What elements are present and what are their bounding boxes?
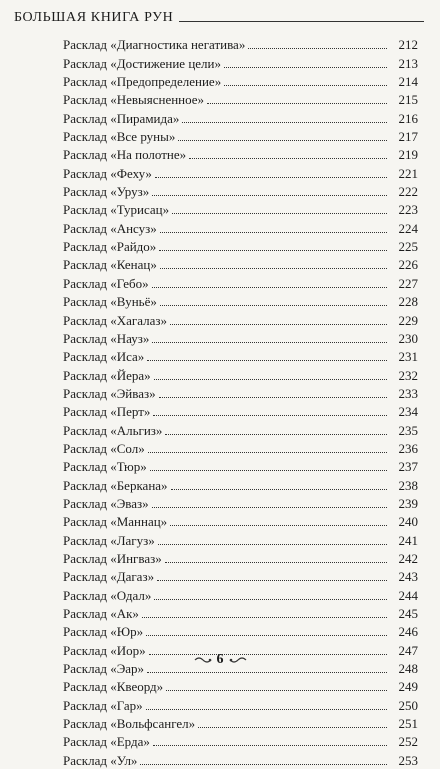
running-header xyxy=(14,6,424,28)
toc-entry-title: Расклад «Ак» xyxy=(63,606,139,621)
toc-entry xyxy=(63,457,418,475)
toc-entry xyxy=(63,310,418,328)
toc-entry xyxy=(63,163,418,181)
toc-entry-title: Расклад «Предопределение» xyxy=(63,74,222,90)
toc-entry xyxy=(63,218,418,236)
toc-entry-title: Расклад «Эар» xyxy=(63,661,145,677)
toc-entry xyxy=(63,273,418,291)
toc-entry-page: 240 xyxy=(398,514,418,530)
toc-entry xyxy=(63,347,418,365)
toc-entry-page: 239 xyxy=(398,495,418,511)
toc-entry xyxy=(63,530,418,548)
toc-entry-title: Расклад «На полотне» xyxy=(63,147,187,163)
toc-entry-title: Расклад «Ингваз» xyxy=(63,550,162,566)
dot-leader xyxy=(189,158,387,159)
dot-leader xyxy=(159,250,387,251)
toc-entry xyxy=(63,439,418,457)
page-number: 6 xyxy=(216,652,224,667)
dot-leader xyxy=(153,415,387,416)
toc-entry-title: Расклад «Юр» xyxy=(63,624,144,640)
dot-leader xyxy=(152,287,387,288)
toc-entry-page: 227 xyxy=(398,275,418,291)
toc-entry xyxy=(63,108,418,126)
dot-leader xyxy=(154,379,387,380)
toc-entry-title: Расклад «Уруз» xyxy=(63,184,150,200)
toc-entry-page: 229 xyxy=(398,312,418,328)
toc-entry-title: Расклад «Эваз» xyxy=(63,495,149,511)
dot-leader xyxy=(224,67,387,68)
toc-entry-page: 248 xyxy=(398,661,418,677)
toc-entry xyxy=(63,567,418,585)
dot-leader xyxy=(171,489,387,490)
toc-entry xyxy=(63,420,418,438)
toc-entry-title: Расклад «Невыясненное» xyxy=(63,92,205,108)
toc-entry-page: 253 xyxy=(398,752,418,768)
toc-entry-title: Расклад «Иор» xyxy=(63,642,146,658)
toc-entry-title: Расклад «Лагуз» xyxy=(63,532,155,548)
dot-leader xyxy=(157,580,387,581)
toc-entry-page: 217 xyxy=(398,129,418,145)
toc-entry-page: 228 xyxy=(398,294,418,310)
toc-entry xyxy=(63,732,418,750)
toc-entry xyxy=(63,475,418,493)
toc-entry-page: 247 xyxy=(398,642,418,658)
toc-entry-title: Расклад «Сол» xyxy=(63,440,145,456)
toc-entry-title: Расклад «Диагностика негатива» xyxy=(63,37,246,53)
dot-leader xyxy=(198,727,387,728)
header-rule xyxy=(179,21,424,22)
toc-entry-title: Расклад «Турисац» xyxy=(63,202,170,218)
toc-entry-page: 233 xyxy=(398,385,418,401)
dot-leader xyxy=(207,103,387,104)
toc-entry-page: 212 xyxy=(398,37,418,53)
toc-entry-title: Расклад «Ул» xyxy=(63,752,138,768)
toc-entry xyxy=(63,384,418,402)
toc-entry-page: 231 xyxy=(398,349,418,365)
toc-entry-title: Расклад «Тюр» xyxy=(63,459,147,475)
toc-entry-title: Расклад «Ансуз» xyxy=(63,220,157,236)
toc-entry xyxy=(63,714,418,732)
toc-entry-page: 250 xyxy=(398,697,418,713)
toc-entry-page: 246 xyxy=(398,624,418,640)
toc-entry-page: 234 xyxy=(398,404,418,420)
dot-leader xyxy=(142,617,387,618)
toc-entry xyxy=(63,622,418,640)
toc-entry-page: 223 xyxy=(398,202,418,218)
toc-entry-page: 249 xyxy=(398,679,418,695)
dot-leader xyxy=(182,122,387,123)
dot-leader xyxy=(159,397,387,398)
toc-entry xyxy=(63,585,418,603)
toc-entry-title: Расклад «Пирамида» xyxy=(63,110,180,126)
toc-entry-page: 232 xyxy=(398,367,418,383)
dot-leader xyxy=(146,709,387,710)
toc-entry-title: Расклад «Райдо» xyxy=(63,239,157,255)
dot-leader xyxy=(160,268,387,269)
toc-entry-page: 243 xyxy=(398,569,418,585)
toc-entry-page: 251 xyxy=(398,716,418,732)
toc-entry-page: 215 xyxy=(398,92,418,108)
toc-entry-title: Расклад «Иса» xyxy=(63,349,145,365)
toc-entry-page: 237 xyxy=(398,459,418,475)
toc-entry xyxy=(63,53,418,71)
toc-entry-page: 244 xyxy=(398,587,418,603)
dot-leader xyxy=(152,195,387,196)
toc-entry xyxy=(63,494,418,512)
dot-leader xyxy=(160,232,387,233)
toc-entry-title: Расклад «Кенац» xyxy=(63,257,157,273)
toc-entry xyxy=(63,549,418,567)
toc-entry-page: 216 xyxy=(398,110,418,126)
toc-entry-page: 221 xyxy=(398,165,418,181)
toc-entry-page: 219 xyxy=(398,147,418,163)
toc-entry-title: Расклад «Дагаз» xyxy=(63,569,155,585)
dot-leader xyxy=(155,177,387,178)
toc-entry xyxy=(63,677,418,695)
toc-entry xyxy=(63,750,418,768)
toc-entry xyxy=(63,329,418,347)
toc-entry-page: 245 xyxy=(398,606,418,621)
toc-entry-title: Расклад «Гар» xyxy=(63,697,143,713)
dot-leader xyxy=(147,360,387,361)
dot-leader xyxy=(152,507,387,508)
toc-entry-page: 252 xyxy=(398,734,418,750)
dot-leader xyxy=(153,745,387,746)
toc-entry xyxy=(63,35,418,53)
toc-entry xyxy=(63,402,418,420)
toc-entry-page: 241 xyxy=(398,532,418,548)
toc-entry xyxy=(63,695,418,713)
toc-entry-title: Расклад «Вольфсангел» xyxy=(63,716,196,732)
toc-entry xyxy=(63,127,418,145)
book-title: БОЛЬШАЯ КНИГА РУН xyxy=(14,10,174,25)
dot-leader xyxy=(150,470,387,471)
toc-entry-title: Расклад «Альгиз» xyxy=(63,422,163,438)
toc-entry xyxy=(63,145,418,163)
toc-entry-title: Расклад «Беркана» xyxy=(63,477,168,493)
toc-entry-page: 224 xyxy=(398,220,418,236)
toc-entry-title: Расклад «Все руны» xyxy=(63,129,176,145)
toc-entry xyxy=(63,90,418,108)
toc-entry-title: Расклад «Эйваз» xyxy=(63,385,156,401)
toc-entry xyxy=(63,365,418,383)
dot-leader xyxy=(146,635,387,636)
toc-entry-page: 226 xyxy=(398,257,418,273)
toc-entry-title: Расклад «Ерда» xyxy=(63,734,150,750)
dot-leader xyxy=(158,544,387,545)
page-footer xyxy=(0,650,440,670)
dot-leader xyxy=(154,599,387,600)
dot-leader xyxy=(248,48,387,49)
toc-entry-title: Расклад «Одал» xyxy=(63,587,152,603)
toc-entry xyxy=(63,255,418,273)
toc-entry xyxy=(63,72,418,90)
toc-entry-title: Расклад «Вуньё» xyxy=(63,294,157,310)
ornament-left-icon xyxy=(194,655,212,665)
dot-leader xyxy=(170,324,387,325)
toc-entry-title: Расклад «Гебо» xyxy=(63,275,149,291)
toc-entry-title: Расклад «Йера» xyxy=(63,367,151,383)
dot-leader xyxy=(170,525,387,526)
toc-entry-title: Расклад «Перт» xyxy=(63,404,151,420)
toc-entry xyxy=(63,292,418,310)
toc-entry-page: 236 xyxy=(398,440,418,456)
dot-leader xyxy=(165,434,387,435)
toc-entry-title: Расклад «Феху» xyxy=(63,165,152,181)
toc-entry xyxy=(63,237,418,255)
dot-leader xyxy=(165,562,387,563)
dot-leader xyxy=(140,764,387,765)
toc-entry-title: Расклад «Науз» xyxy=(63,330,150,346)
toc-entry-page: 225 xyxy=(398,239,418,255)
toc-entry-page: 214 xyxy=(398,74,418,90)
dot-leader xyxy=(160,305,387,306)
dot-leader xyxy=(172,213,387,214)
toc-entry-title: Расклад «Достижение цели» xyxy=(63,55,221,71)
toc-entry-page: 238 xyxy=(398,477,418,493)
toc-entry-page: 222 xyxy=(398,184,418,200)
dot-leader xyxy=(152,342,387,343)
toc-entry-page: 235 xyxy=(398,422,418,438)
toc-entry xyxy=(63,512,418,530)
toc-entry-title: Расклад «Маннац» xyxy=(63,514,168,530)
toc-entry-page: 242 xyxy=(398,550,418,566)
toc-entry-page: 213 xyxy=(398,55,418,71)
toc-entry xyxy=(63,182,418,200)
dot-leader xyxy=(166,690,387,691)
toc-entry-title: Расклад «Квеорд» xyxy=(63,679,164,695)
toc-entry-title: Расклад «Хагалаз» xyxy=(63,312,167,328)
dot-leader xyxy=(148,452,387,453)
ornament-right-icon xyxy=(229,655,247,665)
dot-leader xyxy=(178,140,387,141)
toc-entry-page: 230 xyxy=(398,330,418,346)
dot-leader xyxy=(224,85,387,86)
toc-entry xyxy=(63,604,418,622)
dot-leader xyxy=(147,672,387,673)
toc-entry xyxy=(63,200,418,218)
